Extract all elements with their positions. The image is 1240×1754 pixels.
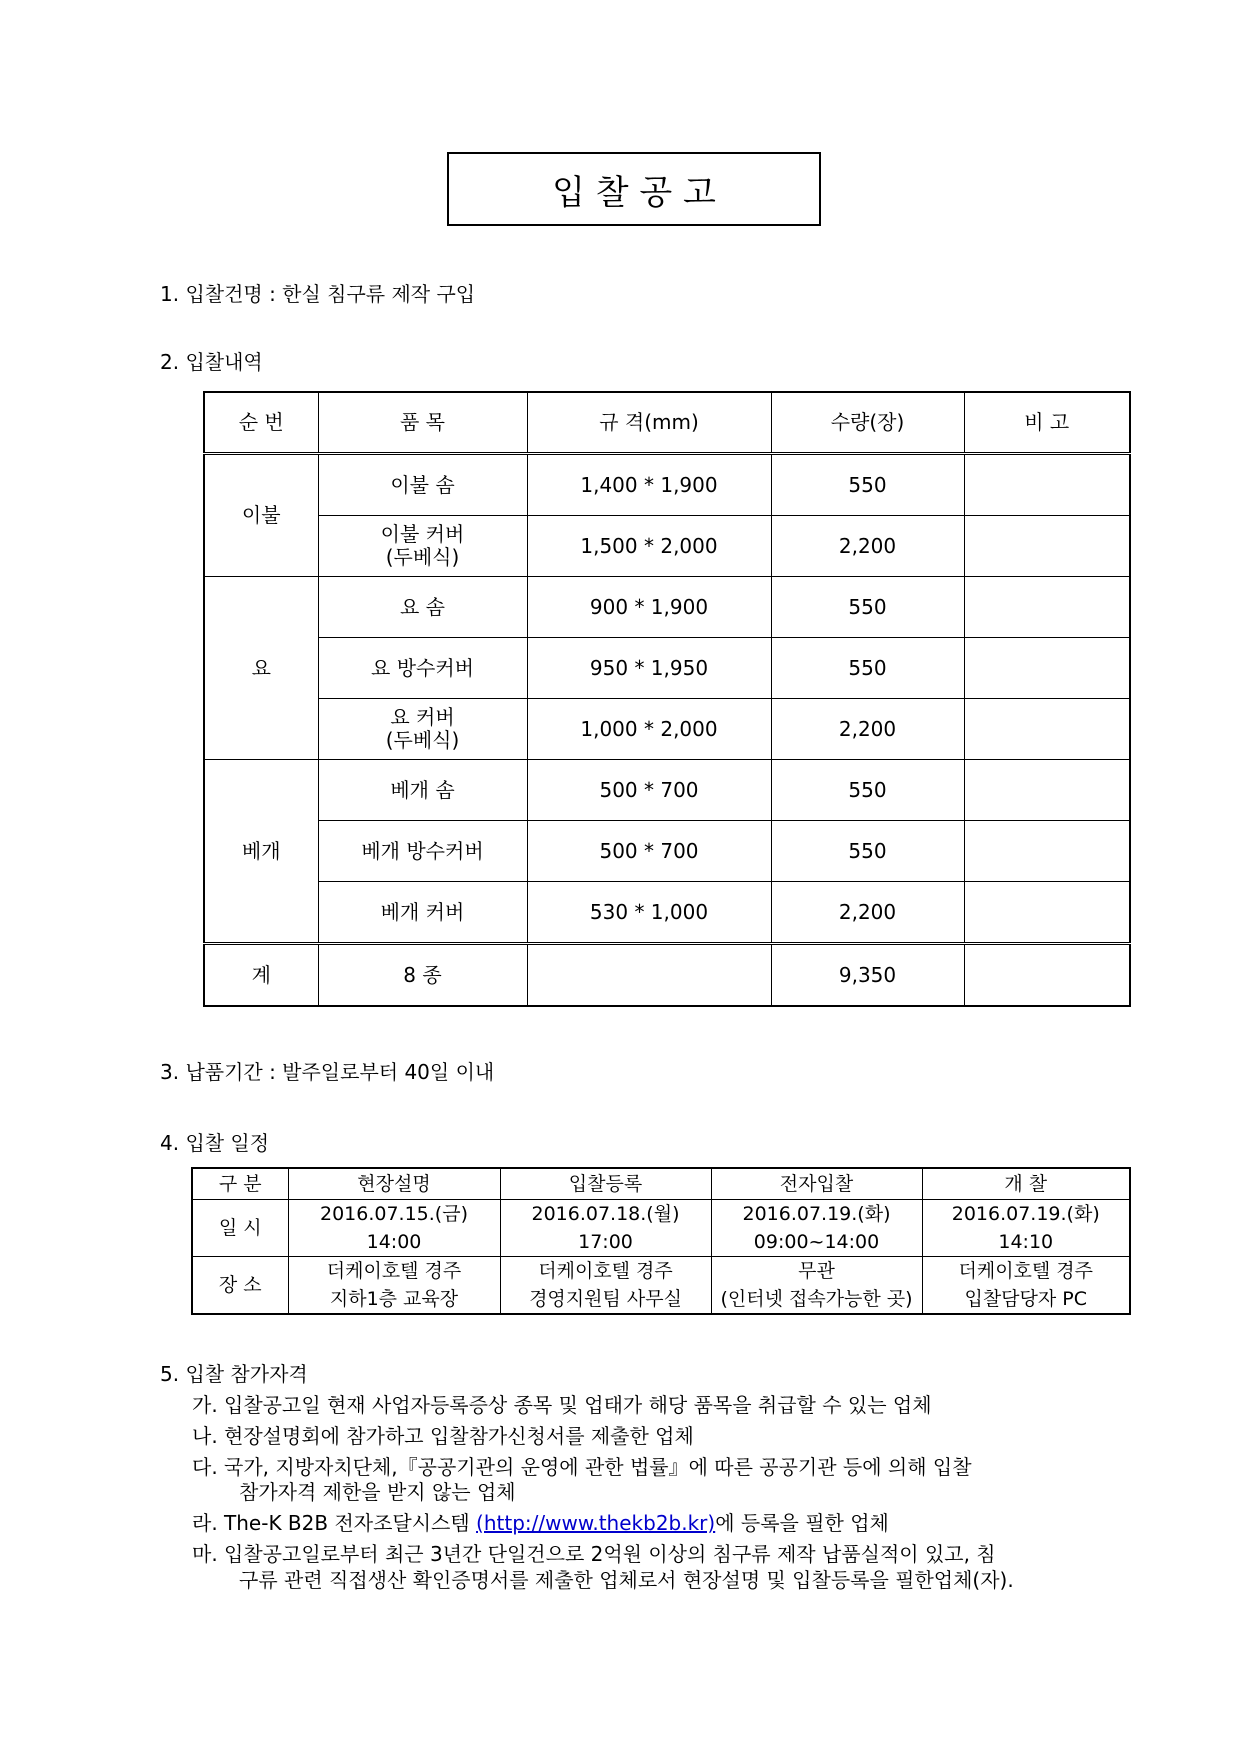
schedule-cell: 더케이호텔 경주 지하1층 교육장 <box>288 1257 500 1315</box>
schedule-cell: 더케이호텔 경주 입찰담당자 PC <box>922 1257 1130 1315</box>
items-table-header-row <box>204 392 1130 454</box>
schedule-header-row <box>192 1168 1130 1200</box>
section-5-heading: 5. 입찰 참가자격 <box>160 1362 308 1386</box>
header-bid-opening: 개 찰 <box>922 1168 1130 1200</box>
item-name: 요 솜 <box>318 577 527 638</box>
schedule-cell: 2016.07.18.(월) 17:00 <box>500 1200 711 1257</box>
schedule-row-datetime <box>192 1200 1130 1257</box>
table-row <box>204 882 1130 944</box>
schedule-cell: 무관 (인터넷 접속가능한 곳) <box>711 1257 922 1315</box>
qualification-ma-line2: 구류 관련 직접생산 확인증명서를 제출한 업체로서 현장설명 및 입찰등록을 필한업체(자). <box>239 1568 1014 1592</box>
item-spec: 1,000 * 2,000 <box>527 699 771 760</box>
items-table <box>203 391 1131 1007</box>
item-note <box>964 760 1130 821</box>
qualification-ra-suffix: 에 등록을 필한 업체 <box>715 1511 889 1535</box>
section-3-delivery: 3. 납품기간 : 발주일로부터 40일 이내 <box>160 1060 495 1084</box>
header-site-briefing: 현장설명 <box>288 1168 500 1200</box>
total-spec <box>527 944 771 1007</box>
item-note <box>964 882 1130 944</box>
table-row <box>204 760 1130 821</box>
item-spec: 1,500 * 2,000 <box>527 516 771 577</box>
item-name: 베개 커버 <box>318 882 527 944</box>
item-spec: 500 * 700 <box>527 760 771 821</box>
item-spec: 950 * 1,950 <box>527 638 771 699</box>
item-qty: 2,200 <box>771 516 964 577</box>
schedule-cell: 2016.07.15.(금) 14:00 <box>288 1200 500 1257</box>
total-item: 8 종 <box>318 944 527 1007</box>
schedule-table <box>191 1167 1131 1315</box>
item-qty: 550 <box>771 454 964 516</box>
table-row <box>204 577 1130 638</box>
item-qty: 550 <box>771 638 964 699</box>
table-row <box>204 454 1130 516</box>
header-category: 구 분 <box>192 1168 288 1200</box>
group-label: 베개 <box>204 760 318 944</box>
item-name: 이불 커버 (두베식) <box>318 516 527 577</box>
item-spec: 1,400 * 1,900 <box>527 454 771 516</box>
item-qty: 2,200 <box>771 882 964 944</box>
item-qty: 550 <box>771 760 964 821</box>
total-qty: 9,350 <box>771 944 964 1007</box>
schedule-cell: 2016.07.19.(화) 09:00~14:00 <box>711 1200 922 1257</box>
item-qty: 550 <box>771 577 964 638</box>
item-name: 요 커버 (두베식) <box>318 699 527 760</box>
item-name: 이불 솜 <box>318 454 527 516</box>
item-spec: 500 * 700 <box>527 821 771 882</box>
document-title <box>447 152 821 226</box>
schedule-row-location <box>192 1257 1130 1315</box>
total-note <box>964 944 1130 1007</box>
item-name: 요 방수커버 <box>318 638 527 699</box>
item-note <box>964 516 1130 577</box>
group-label: 이불 <box>204 454 318 577</box>
section-4-heading: 4. 입찰 일정 <box>160 1131 270 1155</box>
section-2-heading: 2. 입찰내역 <box>160 350 263 374</box>
table-row <box>204 516 1130 577</box>
total-label: 계 <box>204 944 318 1007</box>
item-qty: 550 <box>771 821 964 882</box>
qualification-ra <box>192 1511 889 1535</box>
item-note <box>964 638 1130 699</box>
qualification-ga: 가. 입찰공고일 현재 사업자등록증상 종목 및 업태가 해당 품목을 취급할 수 있는 업체 <box>192 1393 932 1417</box>
item-name: 베개 솜 <box>318 760 527 821</box>
header-item: 품 목 <box>318 392 527 454</box>
header-spec: 규 격(mm) <box>527 392 771 454</box>
schedule-cell: 2016.07.19.(화) 14:10 <box>922 1200 1130 1257</box>
row-label: 장 소 <box>192 1257 288 1315</box>
item-qty: 2,200 <box>771 699 964 760</box>
thekb2b-link[interactable]: (http://www.thekb2b.kr) <box>476 1511 716 1535</box>
table-row <box>204 699 1130 760</box>
qualification-da-line1: 다. 국가, 지방자치단체,『공공기관의 운영에 관한 법률』에 따른 공공기관 등에 의해 입찰 <box>192 1455 972 1479</box>
item-note <box>964 821 1130 882</box>
header-seq: 순 번 <box>204 392 318 454</box>
item-name: 베개 방수커버 <box>318 821 527 882</box>
table-row <box>204 821 1130 882</box>
schedule-cell: 더케이호텔 경주 경영지원팀 사무실 <box>500 1257 711 1315</box>
section-1-subject: 1. 입찰건명 : 한실 침구류 제작 구입 <box>160 282 476 306</box>
group-label: 요 <box>204 577 318 760</box>
table-row <box>204 638 1130 699</box>
item-note <box>964 699 1130 760</box>
header-registration: 입찰등록 <box>500 1168 711 1200</box>
document-title-text: 입 찰 공 고 <box>552 172 716 213</box>
item-note <box>964 577 1130 638</box>
qualification-da-line2: 참가자격 제한을 받지 않는 업체 <box>239 1480 516 1504</box>
qualification-ma-line1: 마. 입찰공고일로부터 최근 3년간 단일건으로 2억원 이상의 침구류 제작 납품실적이 있고, 침 <box>192 1542 996 1566</box>
qualification-ra-prefix: 라. The-K B2B 전자조달시스템 <box>192 1511 477 1535</box>
total-row <box>204 944 1130 1007</box>
header-qty: 수량(장) <box>771 392 964 454</box>
header-note: 비 고 <box>964 392 1130 454</box>
item-spec: 530 * 1,000 <box>527 882 771 944</box>
qualification-na: 나. 현장설명회에 참가하고 입찰참가신청서를 제출한 업체 <box>192 1424 694 1448</box>
item-note <box>964 454 1130 516</box>
item-spec: 900 * 1,900 <box>527 577 771 638</box>
header-e-bidding: 전자입찰 <box>711 1168 922 1200</box>
row-label: 일 시 <box>192 1200 288 1257</box>
